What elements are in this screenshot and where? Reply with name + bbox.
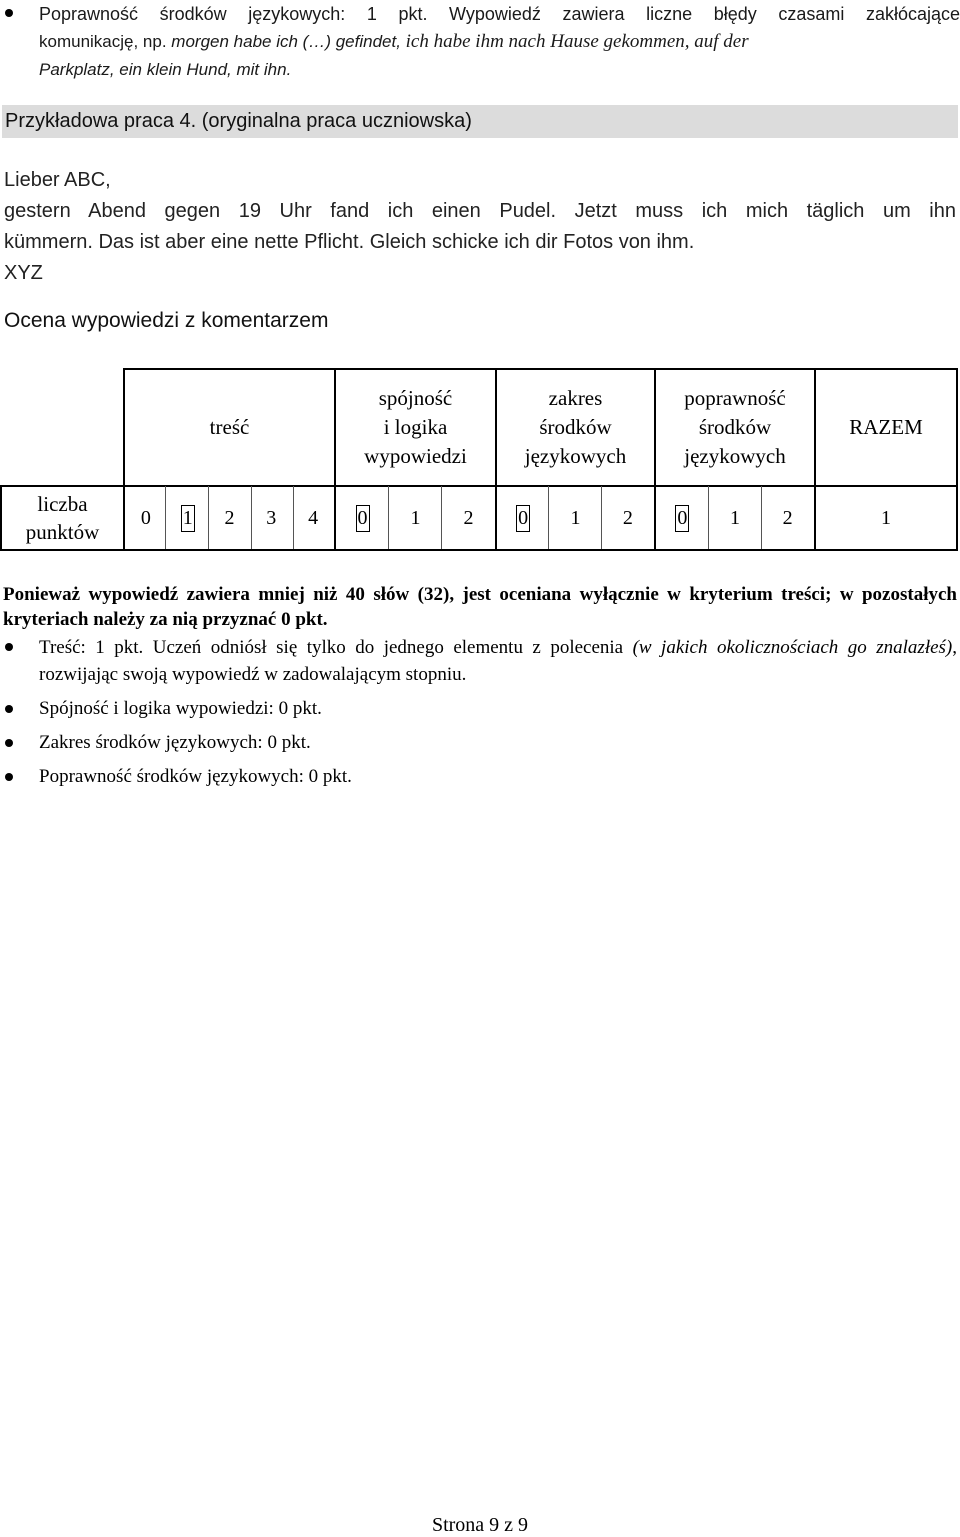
assessment-comment (0, 582, 960, 798)
header-poprawnosc: poprawność środków językowych (684, 386, 786, 468)
letter-body-line-2: kümmern. Das ist aber eine nette Pflicht. Gleich schicke ich dir Fotos von ihm. (4, 231, 695, 253)
score-zakres-1: 1 (570, 506, 581, 529)
score-poprawnosc-2: 2 (782, 506, 793, 529)
score-total: 1 (881, 506, 891, 529)
score-tresc-3: 3 (266, 506, 277, 529)
comment-spojnosc: Spójność i logika wypowiedzi: 0 pkt. (0, 696, 960, 722)
score-tresc-1: 1 (181, 505, 195, 532)
comment-intro: Ponieważ wypowiedź zawiera mniej niż 40 słów (32), jest oceniana wyłącznie w kryterium treści; w pozostałych kryteriach należy za nią przyznać 0 pkt. (3, 584, 957, 630)
bullet-line-2a: komunikację, np. (39, 32, 172, 51)
comment-poprawnosc: Poprawność środków językowych: 0 pkt. (0, 764, 960, 790)
score-poprawnosc-1: 1 (730, 506, 740, 529)
top-bullet-block (0, 0, 960, 84)
assessment-heading: Ocena wypowiedzi z komentarzem (4, 309, 329, 332)
letter-body-line-1: gestern Abend gegen 19 Uhr fand ich einen Pudel. Jetzt muss ich mich täglich um ihn (4, 200, 956, 222)
student-letter (0, 165, 960, 289)
score-zakres-0: 0 (516, 505, 530, 532)
score-poprawnosc-0: 0 (675, 505, 689, 532)
row-label-points: liczba punktów (25, 492, 100, 544)
header-zakres: zakres środków językowych (524, 386, 627, 468)
score-tresc-2: 2 (224, 506, 235, 529)
score-table (0, 368, 958, 551)
page-number: Strona 9 z 9 (431, 1514, 529, 1536)
header-razem: RAZEM (849, 415, 923, 439)
score-spojnosc-2: 2 (463, 506, 474, 529)
bullet-line-1: Poprawność środków językowych: 1 pkt. Wypowiedź zawiera liczne błędy czasami zakłócające (39, 4, 960, 24)
bullet-line-2c: ich habe ihm nach Hause gekommen, auf der (405, 31, 749, 52)
bullet-line-2 (39, 28, 960, 56)
bullet-line-2b: morgen habe ich (…) gefindet, (171, 32, 406, 51)
score-zakres-2: 2 (622, 506, 633, 529)
score-tresc-4: 4 (308, 506, 319, 529)
comment-tresc: Treść: 1 pkt. Uczeń odniósł się tylko do jednego elementu z polecenia (w jakich okolicznościach go znalazłeś), rozwijając swoją wypowiedź w zadowalającym stopniu. (0, 634, 960, 688)
header-spojnosc: spójność i logika wypowiedzi (364, 386, 467, 468)
comment-zakres: Zakres środków językowych: 0 pkt. (0, 730, 960, 756)
letter-greeting: Lieber ABC, (4, 169, 111, 191)
score-spojnosc-0: 0 (356, 505, 370, 532)
header-tresc: treść (209, 415, 250, 439)
score-tresc-0: 0 (140, 506, 151, 529)
example-heading: Przykładowa praca 4. (oryginalna praca uczniowska) (2, 105, 958, 138)
bullet-poprawnosc-previous (0, 0, 960, 84)
letter-signature: XYZ (4, 262, 43, 284)
score-spojnosc-1: 1 (410, 506, 421, 529)
bullet-line-3: Parkplatz, ein klein Hund, mit ihn. (39, 60, 292, 79)
